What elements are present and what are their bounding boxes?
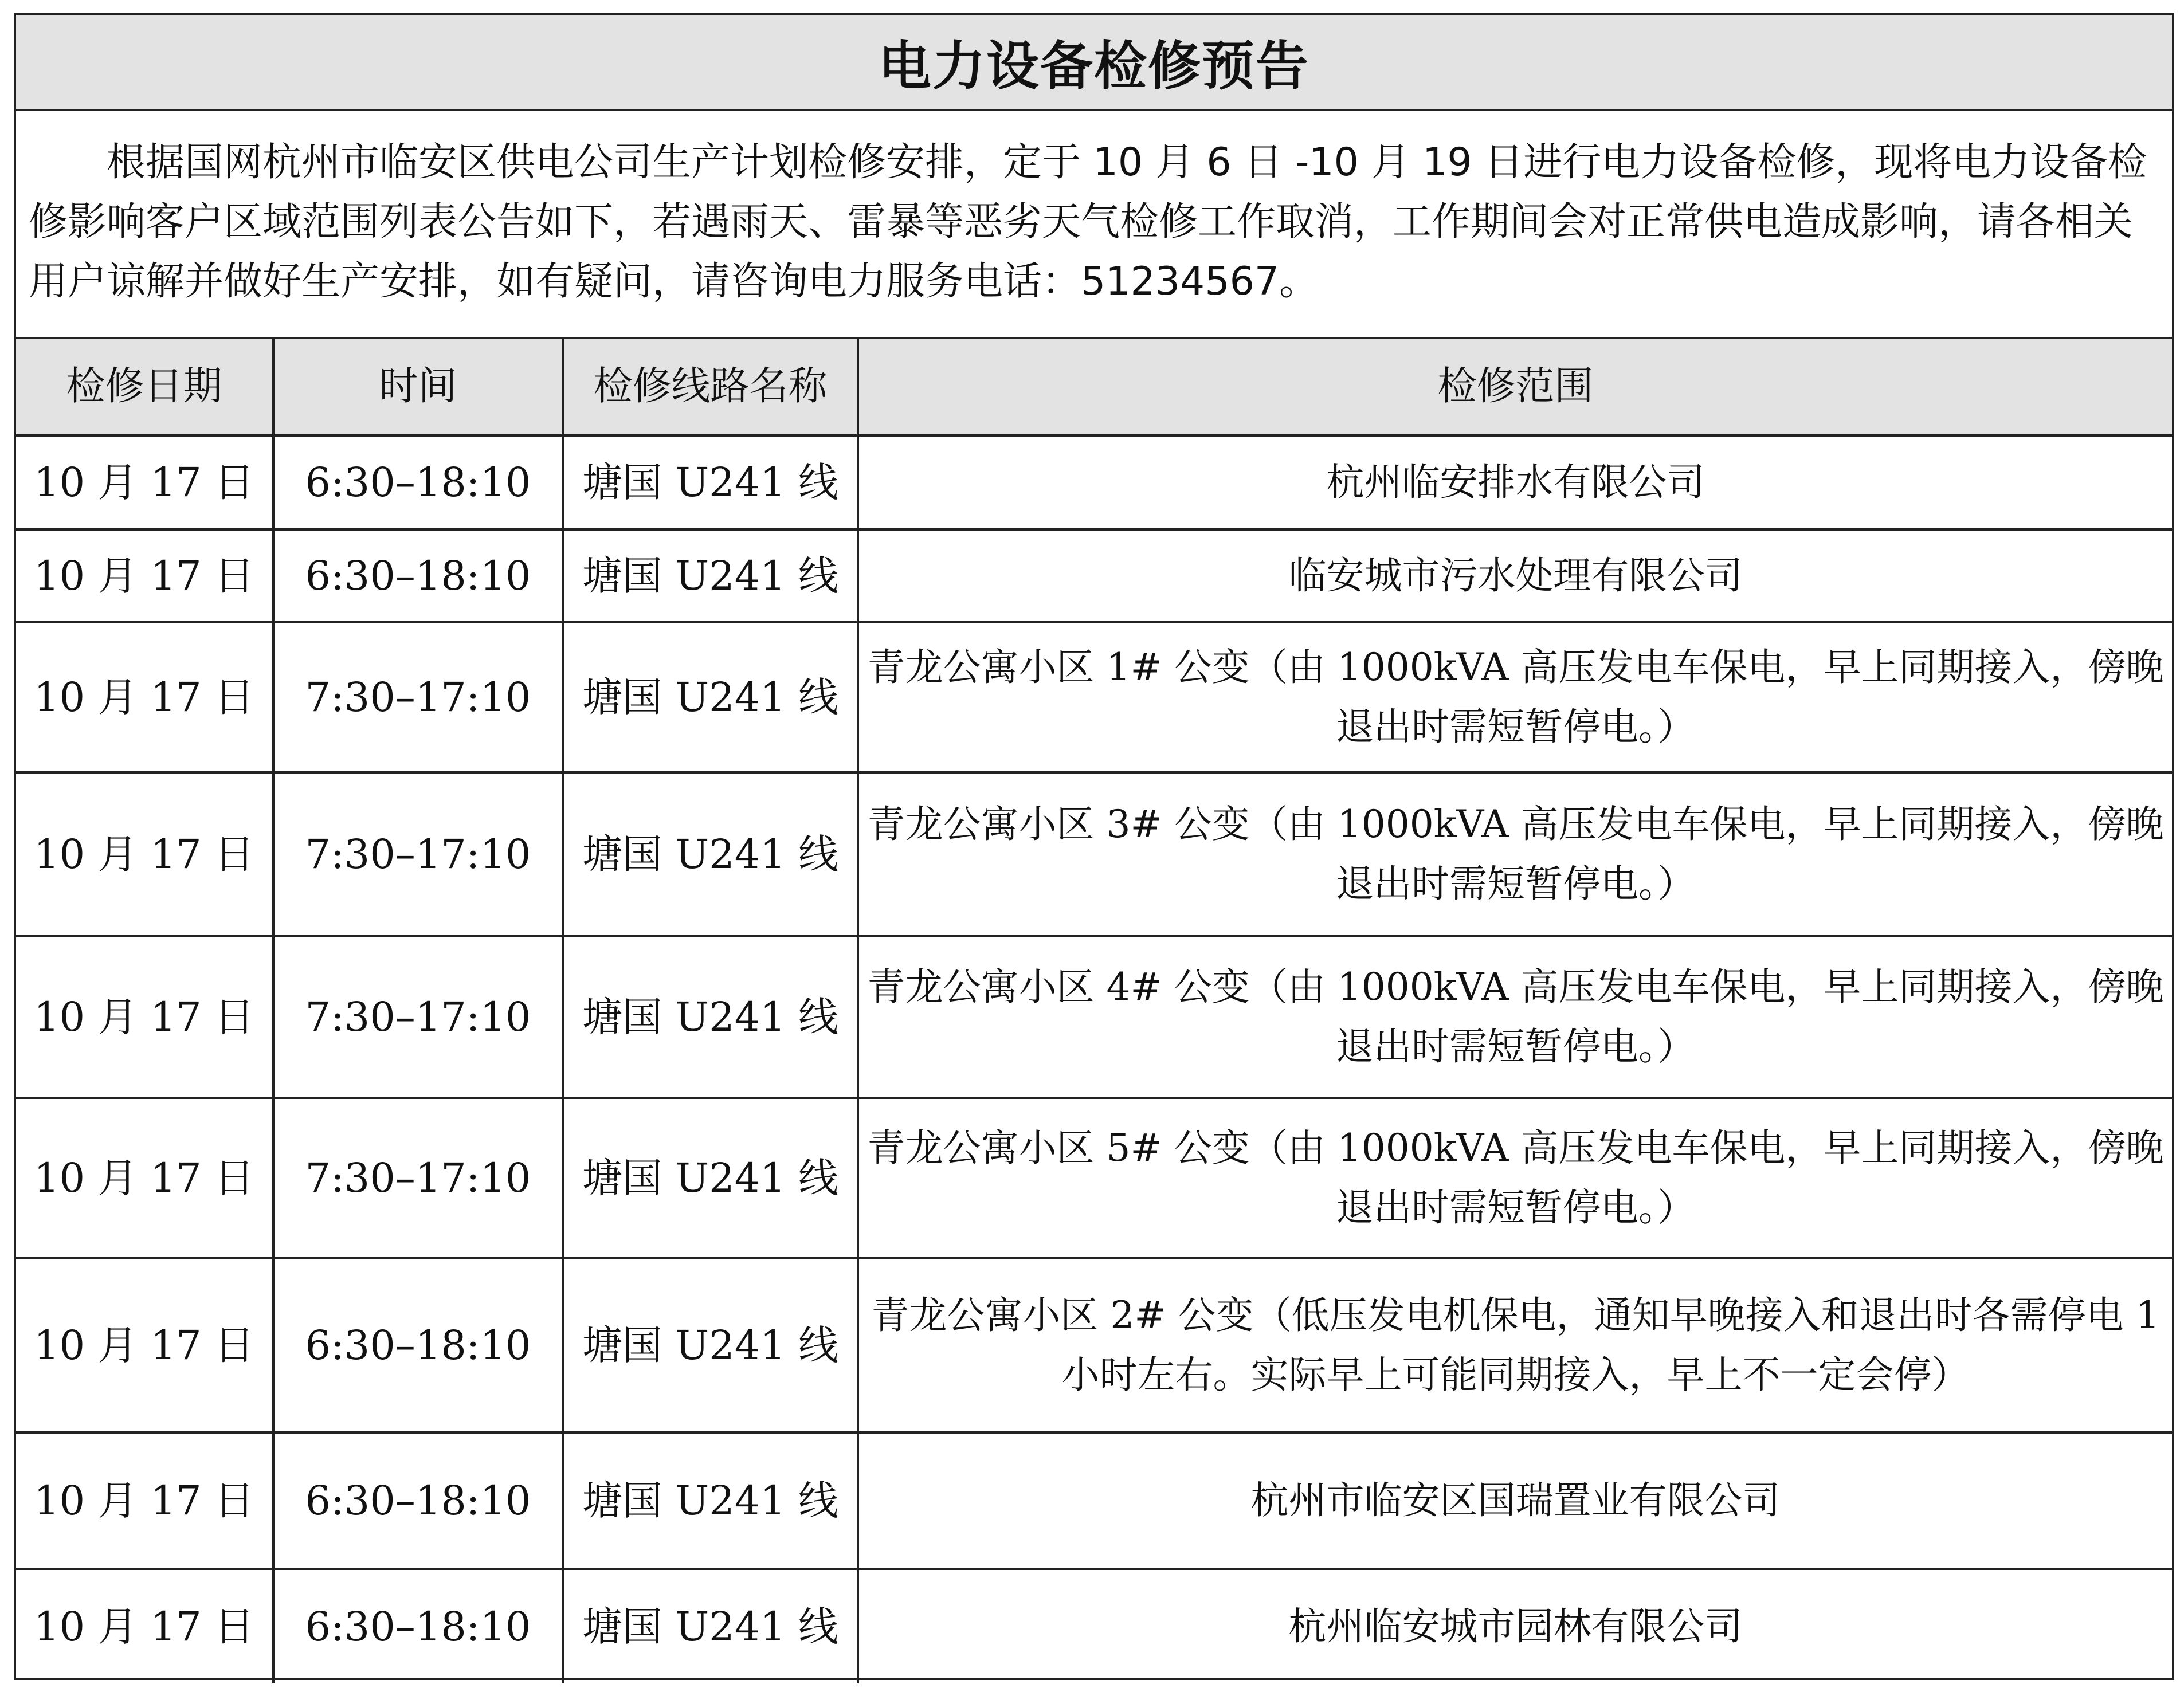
table-row — [16, 1098, 2172, 1258]
cell-time: 6:30–18:10 — [273, 1569, 563, 1683]
cell-line: 塘国 U241 线 — [563, 1569, 858, 1683]
cell-date: 10 月 17 日 — [16, 1432, 273, 1569]
notice-title: 电力设备检修预告 — [16, 15, 2172, 111]
cell-line: 塘国 U241 线 — [563, 1432, 858, 1569]
table-row — [16, 1258, 2172, 1432]
cell-line: 塘国 U241 线 — [563, 936, 858, 1098]
table-row — [16, 622, 2172, 772]
cell-time: 7:30–17:10 — [273, 622, 563, 772]
cell-line: 塘国 U241 线 — [563, 529, 858, 622]
cell-scope: 临安城市污水处理有限公司 — [858, 529, 2172, 622]
cell-scope: 杭州临安排水有限公司 — [858, 435, 2172, 529]
header-scope: 检修范围 — [858, 339, 2172, 435]
header-line: 检修线路名称 — [563, 339, 858, 435]
cell-time: 7:30–17:10 — [273, 1098, 563, 1258]
header-date: 检修日期 — [16, 339, 273, 435]
table-row — [16, 529, 2172, 622]
table-header-row — [16, 339, 2172, 435]
cell-line: 塘国 U241 线 — [563, 622, 858, 772]
cell-time: 6:30–18:10 — [273, 1258, 563, 1432]
table-row — [16, 1432, 2172, 1569]
cell-time: 7:30–17:10 — [273, 936, 563, 1098]
cell-date: 10 月 17 日 — [16, 772, 273, 936]
cell-line: 塘国 U241 线 — [563, 1098, 858, 1258]
table-row — [16, 772, 2172, 936]
cell-line: 塘国 U241 线 — [563, 1258, 858, 1432]
cell-date: 10 月 17 日 — [16, 1569, 273, 1683]
cell-scope: 青龙公寓小区 1# 公变（由 1000kVA 高压发电车保电，早上同期接入，傍晚退出时需短暂停电。） — [858, 622, 2172, 772]
cell-scope: 青龙公寓小区 3# 公变（由 1000kVA 高压发电车保电，早上同期接入，傍晚退出时需短暂停电。） — [858, 772, 2172, 936]
cell-date: 10 月 17 日 — [16, 622, 273, 772]
table-row — [16, 936, 2172, 1098]
maintenance-table — [16, 339, 2172, 1683]
cell-time: 6:30–18:10 — [273, 1432, 563, 1569]
table-row — [16, 1569, 2172, 1683]
cell-line: 塘国 U241 线 — [563, 772, 858, 936]
cell-time: 6:30–18:10 — [273, 435, 563, 529]
cell-line: 塘国 U241 线 — [563, 435, 858, 529]
cell-date: 10 月 17 日 — [16, 1098, 273, 1258]
cell-scope: 青龙公寓小区 2# 公变（低压发电机保电，通知早晚接入和退出时各需停电 1 小时左右。实际早上可能同期接入，早上不一定会停） — [858, 1258, 2172, 1432]
table-row — [16, 435, 2172, 529]
cell-scope: 青龙公寓小区 5# 公变（由 1000kVA 高压发电车保电，早上同期接入，傍晚退出时需短暂停电。） — [858, 1098, 2172, 1258]
outage-notice — [14, 13, 2174, 1680]
cell-date: 10 月 17 日 — [16, 529, 273, 622]
cell-scope: 杭州市临安区国瑞置业有限公司 — [858, 1432, 2172, 1569]
header-time: 时间 — [273, 339, 563, 435]
notice-intro: 根据国网杭州市临安区供电公司生产计划检修安排，定于 10 月 6 日 -10 月 19 日进行电力设备检修，现将电力设备检修影响客户区域范围列表公告如下，若遇雨天、雷暴等恶劣天气检修工作取消，工作期间会对正常供电造成影响，请各相关用户谅解并做好生产安排，如有疑问，请咨询电力服务电话：51234567。 — [16, 111, 2172, 339]
cell-date: 10 月 17 日 — [16, 1258, 273, 1432]
cell-scope: 青龙公寓小区 4# 公变（由 1000kVA 高压发电车保电，早上同期接入，傍晚退出时需短暂停电。） — [858, 936, 2172, 1098]
cell-date: 10 月 17 日 — [16, 435, 273, 529]
cell-scope: 杭州临安城市园林有限公司 — [1288, 1604, 1743, 1648]
cell-time: 6:30–18:10 — [273, 529, 563, 622]
cell-time: 7:30–17:10 — [273, 772, 563, 936]
cell-date: 10 月 17 日 — [16, 936, 273, 1098]
